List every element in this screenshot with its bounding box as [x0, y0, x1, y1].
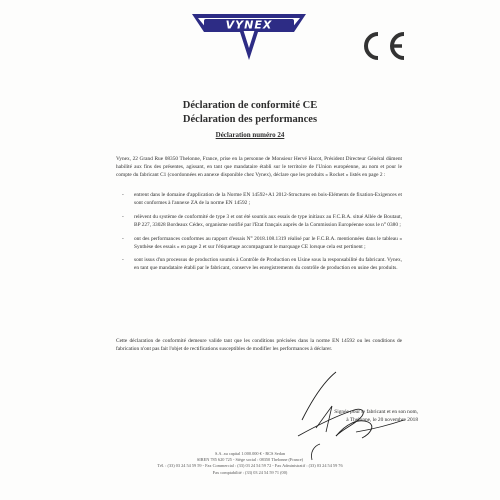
doc-title: Déclaration de conformité CE — [182, 100, 318, 111]
signature-line2: à Thelonne, le 20 novembre 2018 — [346, 416, 418, 423]
closing-paragraph: Cette déclaration de conformité demeure valide tant que les conditions précisées dans la norme EN 14592 ou les conditions de fabrication n'ont pas fait l'objet de rectifications susceptibles de modifier les performances à déclarer. — [116, 338, 402, 352]
signature-line1: Signée pour le fabricant et en son nom, — [334, 409, 418, 415]
doc-subtitle: Déclaration des performances — [182, 114, 318, 125]
declaration-list — [122, 192, 402, 279]
list-item-text: entrent dans le domaine d'application de la Norme EN 14592+A1 2012-Structures en bois-Eléments de fixation-Exigences et sont conformes à l'annexe ZA de la norme EN 14592 ; — [134, 192, 402, 206]
ce-mark-icon — [356, 31, 408, 61]
footer-line3: Tél. : (33) 03 24 54 59 59 - Fax Commercial : (33) 03 24 54 59 72 - Fax Administratif : (33) 03 24 54 59 76 — [157, 463, 343, 469]
list-item: - sont issus d'un processus de production soumis à Contrôle de Production en Usine sous la responsabilité du fabricant. Vynex, en tant que mandataire établi par le fabricant, conserve les enregistrements du contrôle de production en usine des produits. — [122, 257, 402, 272]
list-item-text: relèvent du système de conformité de type 3 et ont été soumis aux essais de type initiaux au F.C.B.A. situé Allée de Boutaut, BP 227, 33028 Bordeaux Cédex, organisme notifié par l'Etat français auprès de la Commission Européenne sous le n° 0380 ; — [134, 213, 402, 228]
footer-line1: S.A. au capital 1.000.000 € - RCS Sedan — [214, 451, 286, 456]
company-footer — [130, 451, 370, 476]
footer-line4: Fax comptabilité : (33) 03 24 54 59 71 (00) — [212, 469, 288, 475]
list-item: - relèvent du système de conformité de type 3 et ont été soumis aux essais de type initiaux au F.C.B.A. situé Allée de Boutaut, BP 227, 33028 Bordeaux Cédex, organisme notifié par l'Etat français auprès de la Commission Européenne sous le n° 0380 ; — [122, 213, 402, 228]
list-item: - entrent dans le domaine d'application de la Norme EN 14592+A1 2012-Structures en bois-Eléments de fixation-Exigences et sont conformes à l'annexe ZA de la norme EN 14592 ; — [122, 192, 402, 206]
doc-number: Déclaration numéro 24 — [215, 131, 285, 139]
footer-line2: SIREN 785 620 725 - Siège social : 08350 Thelonne (France) — [196, 457, 304, 463]
signature-caption — [300, 409, 418, 425]
list-item-text: sont issus d'un processus de production soumis à Contrôle de Production en Usine sous la responsabilité du fabricant. Vynex, en tant que mandataire établi par le fabricant, conserve les enregistrements du contrôle de production en usine des produits. — [134, 257, 402, 272]
list-item-text: ont des performances conformes au rapport d'essais N° 2018.108.1319 réalisé par le F.C.B.A. mentionnées dans le tableau « Synthèse des essais » en page 2 et sur l'étiquetage accompagnant le marquage CE lorsque cela est pertinent ; — [134, 235, 402, 250]
logo-text: VYNEX — [225, 18, 273, 32]
vynex-logo — [190, 10, 308, 64]
intro-paragraph: Vynex, 22 Grand Rue 08350 Thelonne, France, prise en la personne de Monsieur Hervé Hacot, Président Directeur Général dûment habilité aux fins des présentes, agissant, en tant que mandataire établi sur le territoire de l'Union européenne, au nom et pour le compte du fabricant C1 (coordonnées en annexe disponible chez Vynex), déclare que les produits « Rocket » listés en page 2 : — [116, 156, 402, 178]
list-item: - ont des performances conformes au rapport d'essais N° 2018.108.1319 réalisé par le F.C.B.A. mentionnées dans le tableau « Synthèse des essais » en page 2 et sur l'étiquetage accompagnant le marquage CE lorsque cela est pertinent ; — [122, 235, 402, 250]
